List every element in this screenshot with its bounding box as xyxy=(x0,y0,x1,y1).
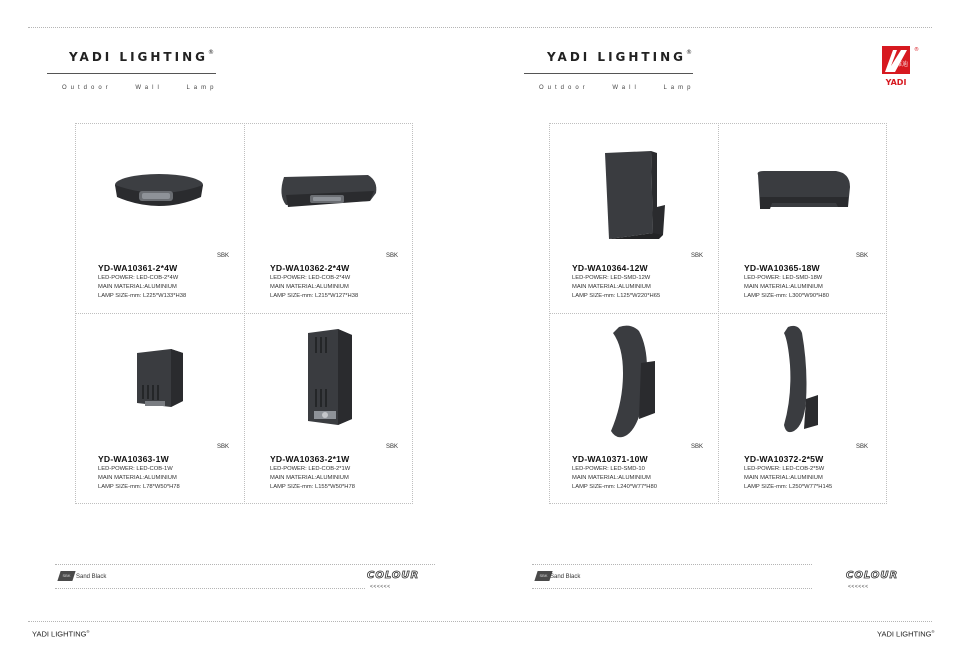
colour-swatch: SBK xyxy=(534,571,552,581)
product-card xyxy=(549,123,718,313)
colour-code: SBK xyxy=(217,253,230,259)
product-model: YD-WA10364-12W xyxy=(572,263,648,273)
product-image xyxy=(601,149,671,241)
colour-strip-line xyxy=(55,564,435,565)
product-material: MAIN MATERIAL:ALUMINIUM xyxy=(572,284,651,290)
product-model: YD-WA10365-18W xyxy=(744,263,820,273)
product-card xyxy=(244,313,413,504)
product-image xyxy=(752,167,852,215)
bottom-border xyxy=(28,621,932,622)
product-image xyxy=(304,329,356,425)
product-material: MAIN MATERIAL:ALUMINIUM xyxy=(744,475,823,481)
colour-code: SBK xyxy=(217,444,230,450)
colour-swatch: SBK xyxy=(57,571,75,581)
product-image xyxy=(605,323,669,441)
product-size: LAMP SIZE-mm: L78*W50*H78 xyxy=(98,484,180,490)
product-material: MAIN MATERIAL:ALUMINIUM xyxy=(98,475,177,481)
product-material: MAIN MATERIAL:ALUMINIUM xyxy=(270,475,349,481)
product-image xyxy=(113,169,205,213)
subtitle-right: Outdoor Wall Lamp xyxy=(539,85,695,91)
product-power: LED-POWER: LED-COB-2*4W xyxy=(98,275,179,281)
colour-strip-line xyxy=(55,588,365,589)
product-power: LED-POWER: LED-COB-2*1W xyxy=(270,466,351,472)
swatch-label: Sand Black xyxy=(550,574,581,580)
colour-heading: COLOUR xyxy=(846,570,899,581)
product-model: YD-WA10362-2*4W xyxy=(270,263,350,273)
product-power: LED-POWER: LED-SMD-18W xyxy=(744,275,823,281)
product-power: LED-POWER: LED-SMD-12W xyxy=(572,275,651,281)
colour-code: SBK xyxy=(856,253,869,259)
product-power: LED-POWER: LED-SMD-10 xyxy=(572,466,645,472)
brand-title-left: YADI LIGHTING® xyxy=(69,49,214,64)
yadi-logo xyxy=(881,44,917,88)
product-image xyxy=(778,321,828,435)
product-size: LAMP SIZE-mm: L125*W220*H65 xyxy=(572,293,661,299)
product-size: LAMP SIZE-mm: L215*W127*H38 xyxy=(270,293,359,299)
product-card xyxy=(549,313,718,504)
colour-strip-line xyxy=(532,564,812,565)
product-power: LED-POWER: LED-COB-1W xyxy=(98,466,173,472)
svg-text:雅迪: 雅迪 xyxy=(896,61,909,68)
colour-heading: COLOUR xyxy=(367,570,420,581)
subtitle-left: Outdoor Wall Lamp xyxy=(62,85,218,91)
colour-code: SBK xyxy=(386,253,399,259)
footer-brand-left: YADI LIGHTING® xyxy=(32,629,90,639)
product-card xyxy=(718,123,887,313)
colour-strip-line xyxy=(532,588,812,589)
swatch-label: Sand Black xyxy=(76,574,107,580)
product-material: MAIN MATERIAL:ALUMINIUM xyxy=(744,284,823,290)
colour-code: SBK xyxy=(691,253,704,259)
product-material: MAIN MATERIAL:ALUMINIUM xyxy=(98,284,177,290)
product-material: MAIN MATERIAL:ALUMINIUM xyxy=(270,284,349,290)
product-card xyxy=(718,313,887,504)
product-card xyxy=(75,123,244,313)
product-card xyxy=(244,123,413,313)
brand-rule-left xyxy=(47,73,216,74)
product-model: YD-WA10363-2*1W xyxy=(270,454,350,464)
colour-code: SBK xyxy=(856,444,869,450)
product-model: YD-WA10372-2*5W xyxy=(744,454,824,464)
svg-text:®: ® xyxy=(914,47,919,53)
product-card xyxy=(75,313,244,504)
product-image xyxy=(278,171,378,211)
product-power: LED-POWER: LED-COB-2*4W xyxy=(270,275,351,281)
product-model: YD-WA10363-1W xyxy=(98,454,169,464)
svg-text:YADI: YADI xyxy=(885,78,907,87)
colour-code: SBK xyxy=(691,444,704,450)
colour-arrows: <<<<<< xyxy=(370,584,391,590)
product-model: YD-WA10371-10W xyxy=(572,454,648,464)
product-size: LAMP SIZE-mm: L300*W90*H80 xyxy=(744,293,829,299)
product-model: YD-WA10361-2*4W xyxy=(98,263,178,273)
colour-code: SBK xyxy=(386,444,399,450)
brand-rule-right xyxy=(524,73,693,74)
product-material: MAIN MATERIAL:ALUMINIUM xyxy=(572,475,651,481)
product-image xyxy=(131,347,187,409)
top-border xyxy=(28,27,932,28)
product-size: LAMP SIZE-mm: L240*W77*H80 xyxy=(572,484,657,490)
product-power: LED-POWER: LED-COB-2*5W xyxy=(744,466,825,472)
footer-brand-right: YADI LIGHTING® xyxy=(877,629,935,639)
product-size: LAMP SIZE-mm: L250*W77*H145 xyxy=(744,484,833,490)
product-size: LAMP SIZE-mm: L155*W50*H78 xyxy=(270,484,355,490)
product-size: LAMP SIZE-mm: L225*W133*H38 xyxy=(98,293,187,299)
colour-arrows: <<<<<< xyxy=(848,584,869,590)
brand-title-right: YADI LIGHTING® xyxy=(547,49,692,64)
